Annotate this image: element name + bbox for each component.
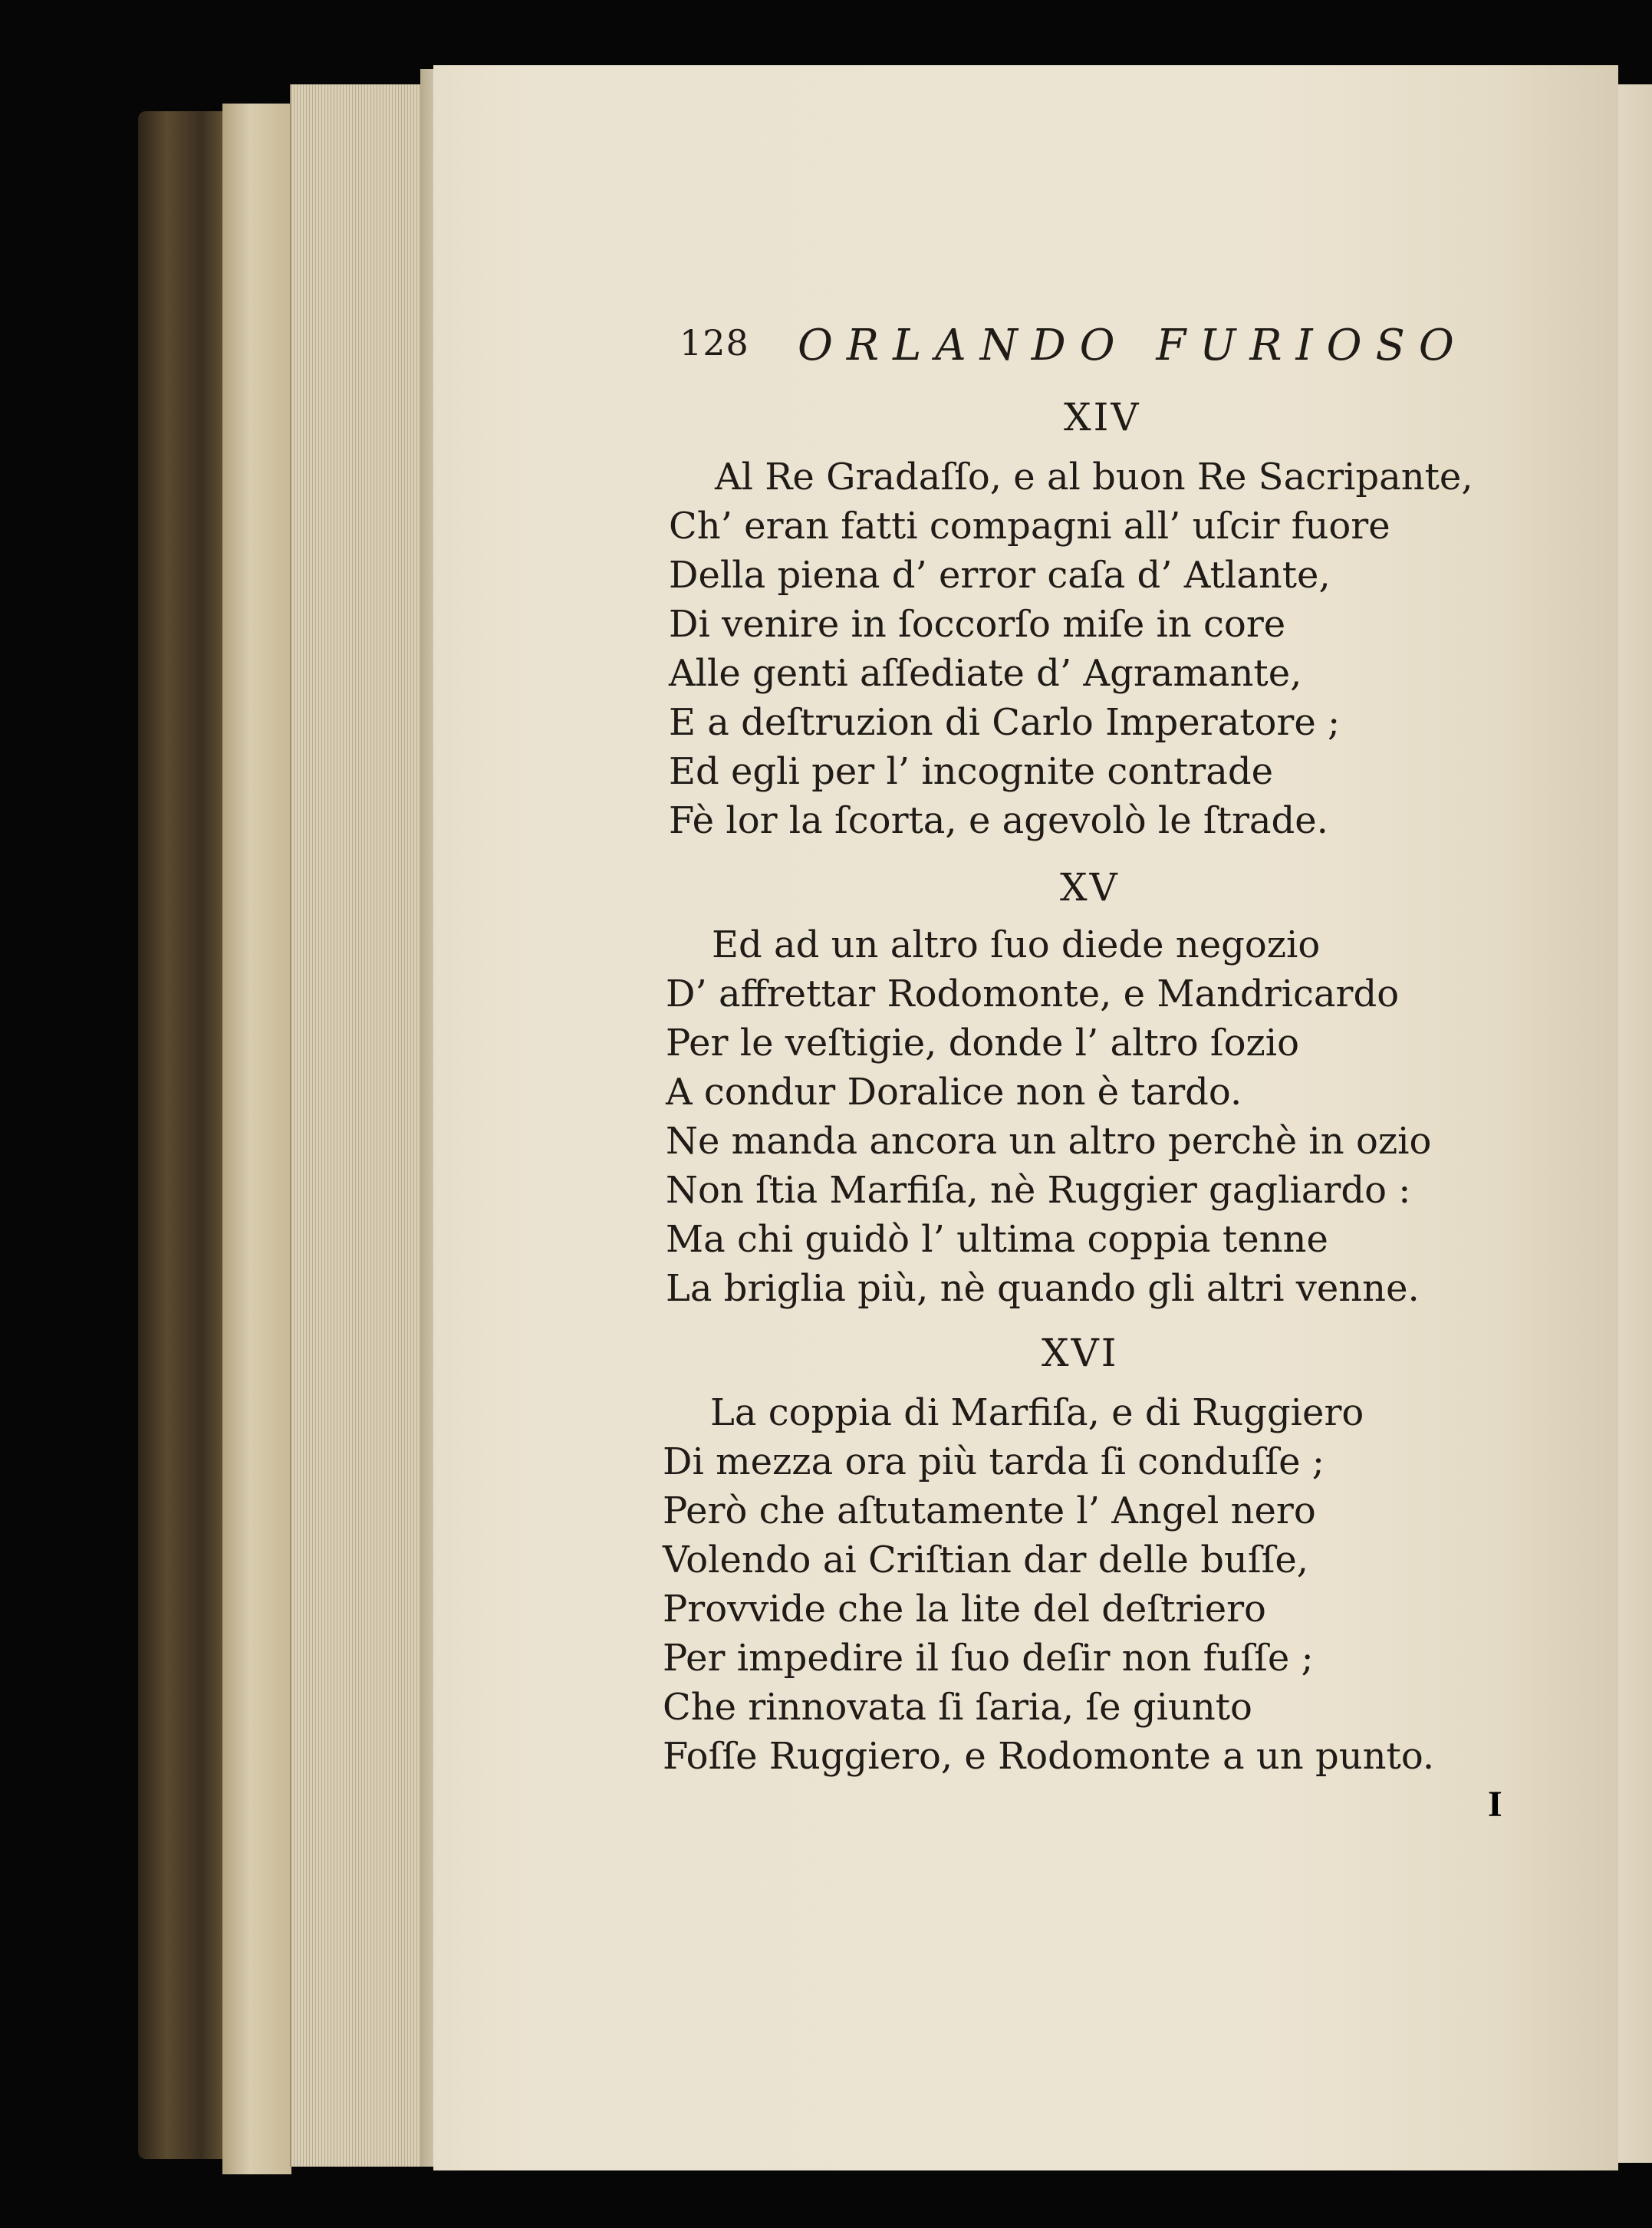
verse-line: A condur Doralice non è tardo. (666, 1071, 1242, 1114)
book-title: ORLANDO FURIOSO (798, 321, 1468, 370)
stanza (669, 453, 1473, 845)
verse-line: Provvide che la lite del deſtriero (663, 1588, 1266, 1631)
stanza (663, 1388, 1434, 1781)
stanza-number: XIV (1064, 395, 1141, 439)
stanza (666, 920, 1431, 1313)
verse-line: D’ affrettar Rodomonte, e Mandricardo (666, 972, 1400, 1015)
verse-line: Ed ad un altro ſuo diede negozio (712, 923, 1321, 966)
verse-line: Di mezza ora più tarda ſi conduſſe ; (663, 1440, 1325, 1483)
running-head (669, 314, 1535, 383)
stanza-number: XVI (1042, 1331, 1119, 1375)
verse-line: Ch’ eran fatti compagni all’ uſcir fuore (669, 505, 1390, 548)
verse-line: Fè lor la ſcorta, e agevolò le ſtrade. (669, 799, 1328, 842)
stanza-number: XV (1060, 865, 1120, 910)
verse-line: Per le veſtigie, donde l’ altro ſozio (666, 1022, 1300, 1065)
page-block-edges (290, 84, 433, 2167)
verse-line: Foſſe Ruggiero, e Rodomonte a un punto. (663, 1735, 1435, 1778)
verse-line: Ed egli per l’ incognite contrade (669, 750, 1273, 793)
page-number: 128 (680, 322, 749, 364)
verse-line: E a deſtruzion di Carlo Imperatore ; (669, 701, 1341, 744)
verse-line: Non ſtia Marfiſa, nè Ruggier gagliardo : (666, 1169, 1411, 1212)
verse-line: Però che aſtutamente l’ Angel nero (663, 1489, 1316, 1532)
verse-line: Ma chi guidò l’ ultima coppia tenne (666, 1218, 1328, 1261)
book-board-edge (222, 104, 291, 2174)
verse-line: Della piena d’ error caſa d’ Atlante, (669, 554, 1331, 597)
verse-line: La briglia più, nè quando gli altri venne. (666, 1267, 1420, 1310)
verse-line: Ne manda ancora un altro perchè in ozio (666, 1120, 1432, 1163)
verse-line: Volendo ai Criſtian dar delle buſſe, (663, 1539, 1309, 1581)
verse-line: Che rinnovata ſi ſaria, ſe giunto (663, 1686, 1252, 1729)
verse-line: Alle genti aſſediate d’ Agramante, (669, 652, 1302, 695)
verse-line: Per impedire il ſuo deſir non fuſſe ; (663, 1637, 1314, 1680)
verse-line: Di venire in ſoccorſo miſe in core (669, 603, 1286, 646)
verse-line: Al Re Gradaſſo, e al buon Re Sacripante, (715, 456, 1473, 499)
verse-line: La coppia di Marfiſa, e di Ruggiero (710, 1391, 1364, 1434)
catchword: I (1488, 1784, 1502, 1825)
